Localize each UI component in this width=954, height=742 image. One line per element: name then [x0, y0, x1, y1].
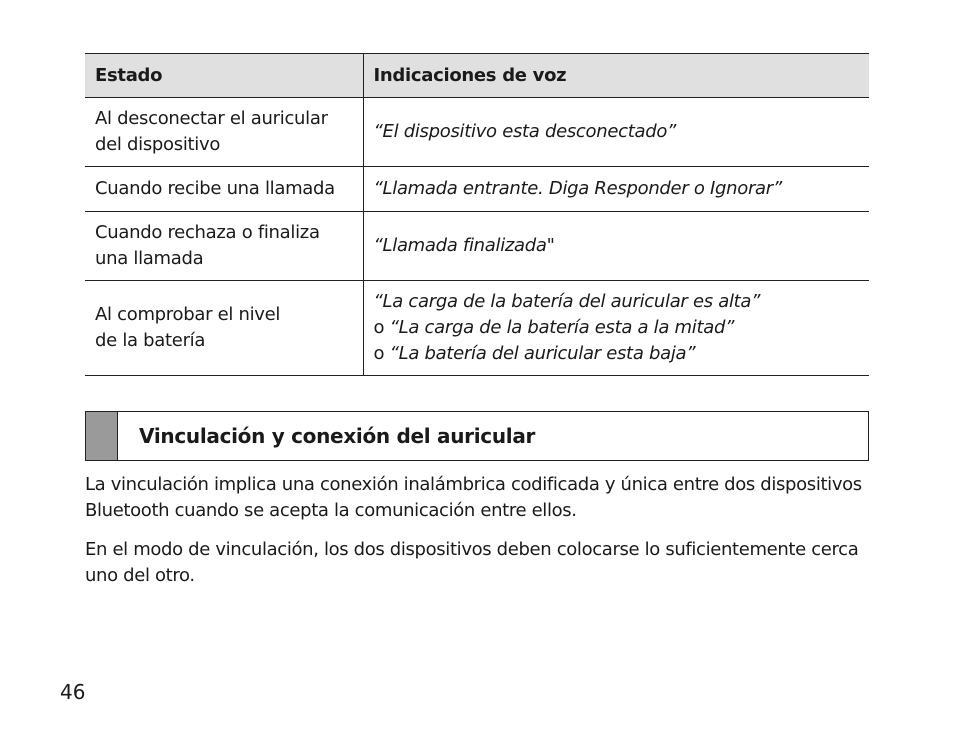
voice-cell	[363, 98, 869, 167]
state-text: Cuando rechaza o finaliza	[95, 222, 320, 243]
body-paragraph: En el modo de vinculación, los dos dispositivos deben colocarse lo suficientemente cerca uno del otro.	[85, 539, 859, 586]
state-text: del dispositivo	[95, 134, 221, 155]
state-text: una llamada	[95, 248, 204, 269]
state-text: Al desconectar el auricular	[95, 108, 328, 129]
table-row	[85, 167, 869, 212]
voice-prompt: “El dispositivo esta desconectado”	[373, 121, 677, 142]
state-text: de la batería	[95, 330, 206, 351]
voice-prompt-option	[374, 315, 860, 341]
voice-prompt-option	[374, 341, 860, 367]
voice-prompt: “La batería del auricular esta baja”	[389, 343, 696, 364]
page-number: 46	[60, 680, 86, 704]
section-header	[85, 411, 869, 461]
table-header-row	[85, 54, 869, 98]
voice-cell	[363, 281, 869, 376]
section-marker-bar	[86, 412, 118, 460]
state-cell	[85, 98, 363, 167]
voice-prompt: “La carga de la batería esta a la mitad”	[389, 317, 735, 338]
state-cell	[85, 212, 363, 281]
voice-prompt: “Llamada entrante. Diga Responder o Ignorar”	[373, 178, 782, 199]
state-text: Al comprobar el nivel	[95, 304, 281, 325]
voice-prompt: “La carga de la batería del auricular es alta”	[373, 291, 761, 312]
section-title: Vinculación y conexión del auricular	[139, 424, 536, 448]
state-cell	[85, 167, 363, 212]
table-row	[85, 212, 869, 281]
column-header-voice: Indicaciones de voz	[363, 54, 869, 98]
table-row	[85, 281, 869, 376]
or-word: o	[373, 343, 385, 364]
voice-cell	[363, 167, 869, 212]
body-paragraph: La vinculación implica una conexión inalámbrica codificada y única entre dos dispositivos Bluetooth cuando se acepta la comunicación entre ellos.	[85, 474, 862, 521]
state-text: Cuando recibe una llamada	[95, 178, 335, 199]
voice-indications-table	[85, 53, 869, 376]
or-word: o	[373, 317, 385, 338]
column-header-state: Estado	[85, 54, 363, 98]
table-row	[85, 98, 869, 167]
state-cell	[85, 281, 363, 376]
voice-prompt: “Llamada finalizada"	[373, 235, 555, 256]
voice-cell	[363, 212, 869, 281]
